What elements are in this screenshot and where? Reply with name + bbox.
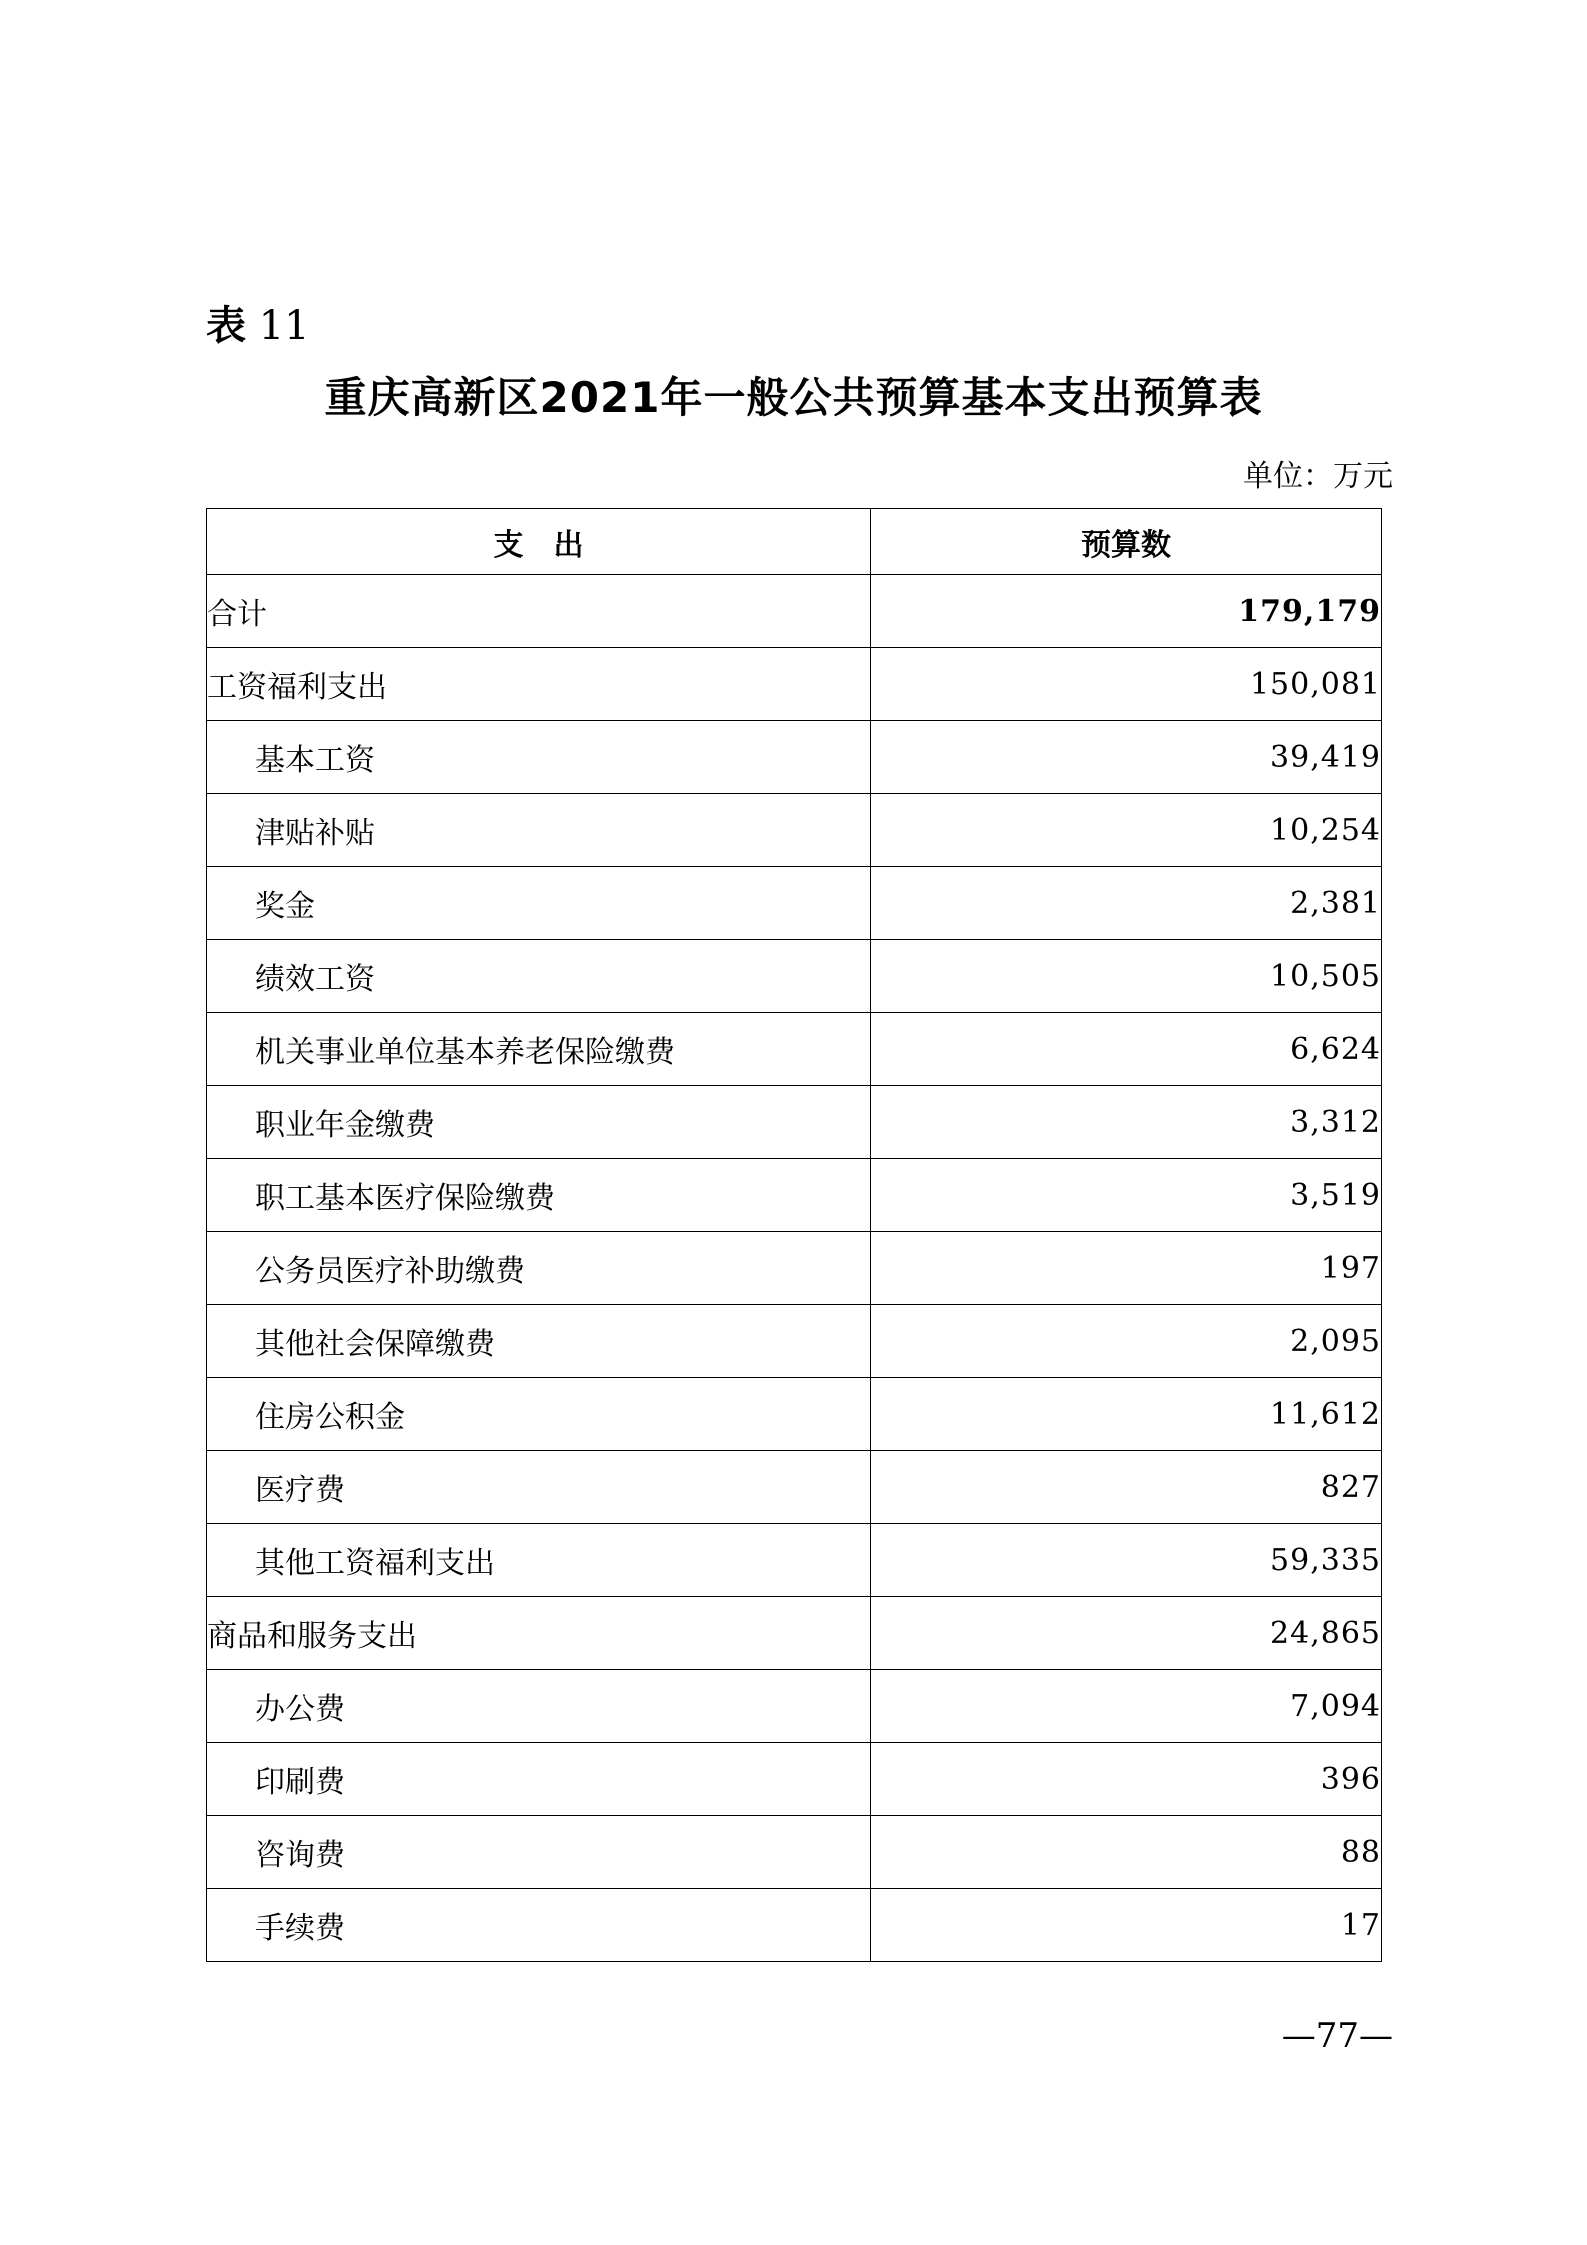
row-item: 办公费 [207,1670,871,1743]
row-amount: 3,312 [871,1086,1382,1159]
table-label-prefix: 表 [206,303,246,349]
row-item: 机关事业单位基本养老保险缴费 [207,1013,871,1086]
row-item: 基本工资 [207,721,871,794]
row-item: 奖金 [207,867,871,940]
row-amount: 6,624 [871,1013,1382,1086]
table-row [207,1159,1382,1232]
row-item: 其他工资福利支出 [207,1524,871,1597]
row-item: 津贴补贴 [207,794,871,867]
table-row [207,721,1382,794]
row-amount: 179,179 [871,575,1382,648]
row-amount: 24,865 [871,1597,1382,1670]
row-amount: 39,419 [871,721,1382,794]
row-item: 医疗费 [207,1451,871,1524]
row-item: 职业年金缴费 [207,1086,871,1159]
row-amount: 3,519 [871,1159,1382,1232]
table-row [207,1305,1382,1378]
row-item: 合计 [207,575,871,648]
row-amount: 11,612 [871,1378,1382,1451]
row-amount: 88 [871,1816,1382,1889]
column-header-expenditure: 支 出 [207,509,871,575]
row-amount: 59,335 [871,1524,1382,1597]
row-amount: 150,081 [871,648,1382,721]
table-row [207,1670,1382,1743]
unit-label: 单位：万元 [1243,459,1393,494]
table-row [207,1232,1382,1305]
table-row [207,1524,1382,1597]
table-label [206,298,310,354]
row-item: 手续费 [207,1889,871,1962]
column-header-budget: 预算数 [871,509,1382,575]
table-row [207,1378,1382,1451]
row-item: 商品和服务支出 [207,1597,871,1670]
budget-table [206,508,1382,1962]
row-item: 住房公积金 [207,1378,871,1451]
row-amount: 827 [871,1451,1382,1524]
table-row [207,1816,1382,1889]
table-row [207,1743,1382,1816]
table-label-number: 11 [258,303,310,349]
table-row [207,1451,1382,1524]
table-row [207,940,1382,1013]
row-item: 职工基本医疗保险缴费 [207,1159,871,1232]
row-amount: 17 [871,1889,1382,1962]
row-amount: 396 [871,1743,1382,1816]
table-row [207,1013,1382,1086]
table-row-category [207,1597,1382,1670]
row-item: 工资福利支出 [207,648,871,721]
page-title: 重庆高新区2021年一般公共预算基本支出预算表 [324,373,1263,422]
page-number: —77— [1281,2016,1393,2056]
table-row [207,1086,1382,1159]
row-item: 其他社会保障缴费 [207,1305,871,1378]
row-amount: 10,254 [871,794,1382,867]
row-item: 绩效工资 [207,940,871,1013]
row-amount: 2,381 [871,867,1382,940]
row-amount: 197 [871,1232,1382,1305]
row-item: 咨询费 [207,1816,871,1889]
table-row [207,794,1382,867]
table-row-total [207,575,1382,648]
table-row [207,867,1382,940]
row-amount: 2,095 [871,1305,1382,1378]
table-header-row [207,509,1382,575]
row-amount: 10,505 [871,940,1382,1013]
row-item: 印刷费 [207,1743,871,1816]
row-amount: 7,094 [871,1670,1382,1743]
table-row-category [207,648,1382,721]
row-item: 公务员医疗补助缴费 [207,1232,871,1305]
table-row [207,1889,1382,1962]
